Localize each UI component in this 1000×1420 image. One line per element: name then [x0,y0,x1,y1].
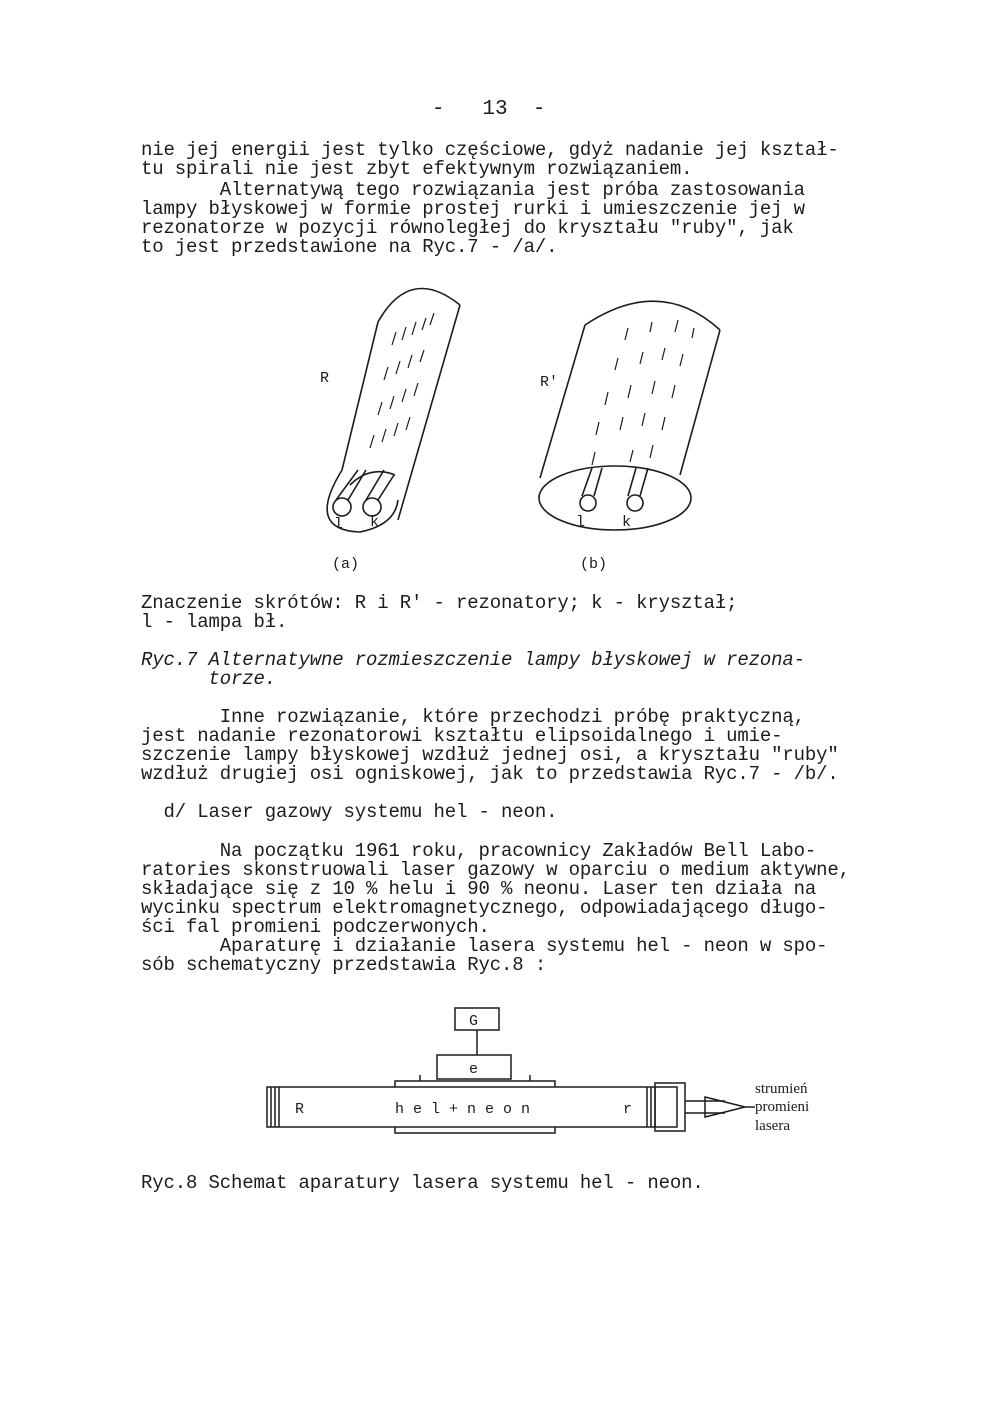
label-a-lamp: l [334,516,344,533]
label-output: lasera [755,1118,790,1134]
crystal-b-circle [627,495,643,511]
page-number: - 13 - [432,98,546,121]
label-output: strumień [755,1081,808,1097]
label-R-mirror: R [295,1101,305,1118]
lamp-a-circle [333,498,351,516]
paragraph-line: rezonatorze w pozycji równoległej do kryształu "ruby", jak [141,217,794,239]
paragraph-line: lampy błyskowej w formie prostej rurki i umieszczenie jej w [141,198,805,220]
figure-8-diagram [255,1005,855,1140]
sublabel-a: (a) [332,556,360,573]
section-heading: d/ Laser gazowy systemu hel - neon. [141,801,558,823]
paragraph-line: wycinku spectrum elektromagnetycznego, odpowiadającego długo- [141,897,828,919]
paragraph-line: sób schematyczny przedstawia Ryc.8 : [141,954,547,976]
cylinder-a-top [378,289,460,322]
cylinder-a-left-edge [342,322,378,470]
mirror-right [647,1087,655,1127]
paragraph-line: szczenie lampy błyskowej wzdłuż jednej osi, a kryształu "ruby" [141,744,839,766]
sublabel-b: (b) [580,556,608,573]
cylinder-b-left-edge [540,325,585,478]
label-a-crystal: k [370,514,380,531]
cylinder-b-top [585,301,720,330]
label-R-prime: R' [540,374,559,391]
cylinder-b-base [539,466,691,530]
mirror-left [271,1087,279,1127]
caption-fig7: torze. [141,668,277,690]
label-e: e [469,1061,479,1078]
label-tube-gas: h e l + n e o n [395,1101,531,1118]
paragraph-line: tu spirali nie jest zbyt efektywnym rozwiązaniem. [141,158,693,180]
paragraph-line: ratories skonstruowali laser gazowy w oparciu o medium aktywne, [141,859,850,881]
legend-line: l - lampa bł. [141,611,288,633]
cylinder-b-right-edge [680,330,720,475]
label-G: G [469,1013,479,1030]
lamp-b-circle [580,495,596,511]
label-b-lamp: l [576,514,586,531]
label-output: promieni [755,1099,810,1115]
paragraph-line: jest nadanie rezonatorowi kształtu elipsoidalnego i umie- [141,725,783,747]
caption-fig7: Ryc.7 Alternatywne rozmieszczenie lampy błyskowej w rezona- [141,649,805,671]
paragraph-line: to jest przedstawione na Ryc.7 - /a/. [141,236,558,258]
paragraph-line: Alternatywą tego rozwiązania jest próba zastosowania [141,179,805,201]
legend-line: Znaczenie skrótów: R i R' - rezonatory; k - kryształ; [141,592,738,614]
paragraph-line: nie jej energii jest tylko częściowe, gdyż nadanie jej kształ- [141,139,839,161]
caption-fig8: Ryc.8 Schemat aparatury lasera systemu hel - neon. [141,1172,704,1194]
label-r-mirror: r [623,1101,633,1118]
label-R: R [320,370,330,387]
figure-7-diagram [300,270,740,580]
paragraph-line: składające się z 10 % helu i 90 % neonu. Laser ten działa na [141,878,817,900]
paragraph-line: wzdłuż drugiej osi ogniskowej, jak to przedstawia Ryc.7 - /b/. [141,763,839,785]
paragraph-line: Aparaturę i działanie lasera systemu hel - neon w spo- [141,935,828,957]
paragraph-line: Na początku 1961 roku, pracownicy Zakładów Bell Labo- [141,840,817,862]
cylinder-a-right-edge [398,305,460,520]
paragraph-line: Inne rozwiązanie, które przechodzi próbę praktyczną, [141,706,805,728]
paragraph-line: ści fal promieni podczerwonych. [141,916,490,938]
label-b-crystal: k [622,514,632,531]
